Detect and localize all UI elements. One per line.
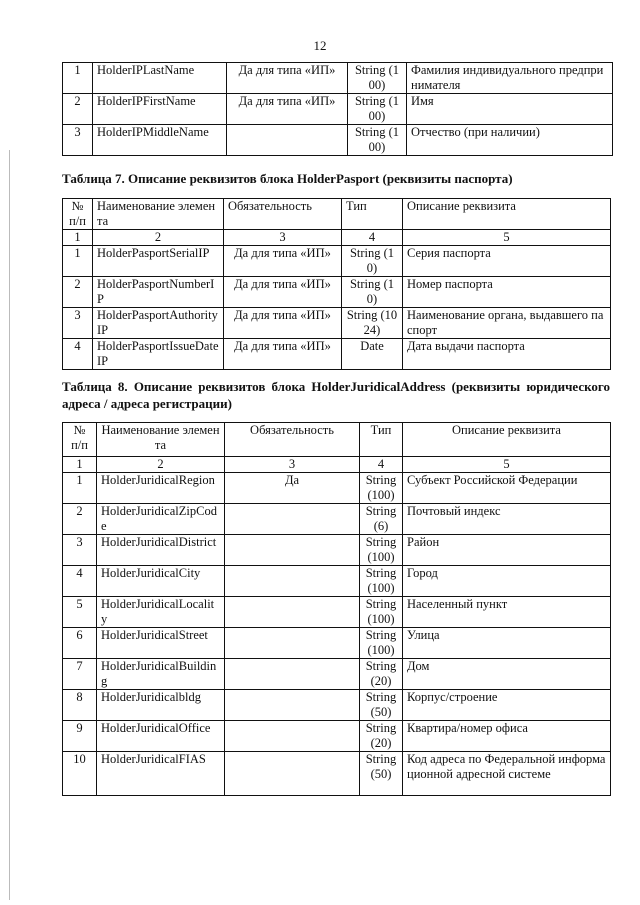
element-type: String (10) — [342, 277, 403, 308]
element-name: HolderJuridicalZipCode — [97, 504, 225, 535]
element-type: String (20) — [360, 721, 403, 752]
description: Квартира/номер офиса — [403, 721, 611, 752]
table7-caption: Таблица 7. Описание реквизитов блока HolderPasport (реквизиты паспорта) — [62, 171, 513, 186]
required-flag — [225, 504, 360, 535]
required-flag: Да для типа «ИП» — [227, 94, 348, 125]
index-cell: 4 — [360, 457, 403, 473]
element-type: String (100) — [360, 566, 403, 597]
element-name: HolderJuridicalFIAS — [97, 752, 225, 796]
header-type: Тип — [360, 423, 403, 457]
header-required: Обязательность — [224, 199, 342, 230]
row-number: 1 — [63, 63, 93, 94]
element-name: HolderJuridicalBuilding — [97, 659, 225, 690]
required-flag — [225, 535, 360, 566]
element-name: HolderPasportNumberIP — [93, 277, 224, 308]
header-description: Описание реквизита — [403, 423, 611, 457]
header-type: Тип — [342, 199, 403, 230]
element-name: HolderJuridicalbldg — [97, 690, 225, 721]
table-header-row — [63, 199, 611, 230]
required-flag: Да для типа «ИП» — [224, 339, 342, 370]
element-name: HolderJuridicalRegion — [97, 473, 225, 504]
required-flag — [225, 566, 360, 597]
description: Серия паспорта — [403, 246, 611, 277]
row-number: 3 — [63, 125, 93, 156]
required-flag: Да — [225, 473, 360, 504]
table-row — [63, 566, 611, 597]
table-row — [63, 597, 611, 628]
element-type: Date — [342, 339, 403, 370]
table-row — [63, 628, 611, 659]
table-row — [63, 721, 611, 752]
index-cell: 1 — [63, 230, 93, 246]
index-cell: 3 — [224, 230, 342, 246]
element-name: HolderIPLastName — [93, 63, 227, 94]
table-holder-ip — [62, 62, 613, 156]
required-flag — [227, 125, 348, 156]
description: Наименование органа, выдавшего паспорт — [403, 308, 611, 339]
table-row — [63, 339, 611, 370]
description: Номер паспорта — [403, 277, 611, 308]
header-number: № п/п — [63, 199, 93, 230]
element-type: String (50) — [360, 752, 403, 796]
description: Почтовый индекс — [403, 504, 611, 535]
element-type: String (100) — [360, 597, 403, 628]
description: Улица — [403, 628, 611, 659]
element-name: HolderPasportAuthorityIP — [93, 308, 224, 339]
element-name: HolderJuridicalCity — [97, 566, 225, 597]
element-type: String (100) — [348, 94, 407, 125]
table-row — [63, 246, 611, 277]
required-flag — [225, 597, 360, 628]
row-number: 1 — [63, 246, 93, 277]
row-number: 3 — [63, 308, 93, 339]
description: Город — [403, 566, 611, 597]
row-number: 1 — [63, 473, 97, 504]
row-number: 5 — [63, 597, 97, 628]
description: Фамилия индивидуального предпринимателя — [407, 63, 613, 94]
description: Код адреса по Федеральной информационной адресной системе — [403, 752, 611, 796]
description: Населенный пункт — [403, 597, 611, 628]
table-row — [63, 752, 611, 796]
row-number: 8 — [63, 690, 97, 721]
index-cell: 1 — [63, 457, 97, 473]
table-row — [63, 125, 613, 156]
required-flag: Да для типа «ИП» — [224, 308, 342, 339]
index-cell: 5 — [403, 457, 611, 473]
table-holder-pasport — [62, 198, 611, 370]
element-type: String (100) — [360, 628, 403, 659]
row-number: 6 — [63, 628, 97, 659]
index-cell: 2 — [93, 230, 224, 246]
index-cell: 5 — [403, 230, 611, 246]
table-index-row — [63, 457, 611, 473]
row-number: 2 — [63, 277, 93, 308]
element-type: String (50) — [360, 690, 403, 721]
element-name: HolderJuridicalDistrict — [97, 535, 225, 566]
required-flag — [225, 752, 360, 796]
required-flag: Да для типа «ИП» — [224, 246, 342, 277]
element-type: String (20) — [360, 659, 403, 690]
element-type: String (6) — [360, 504, 403, 535]
table7-body — [63, 246, 611, 370]
element-name: HolderPasportIssueDateIP — [93, 339, 224, 370]
table-row — [63, 659, 611, 690]
header-description: Описание реквизита — [403, 199, 611, 230]
required-flag — [225, 628, 360, 659]
table-row — [63, 690, 611, 721]
index-cell: 2 — [97, 457, 225, 473]
index-cell: 3 — [225, 457, 360, 473]
header-name: Наименование элемента — [93, 199, 224, 230]
page-number: 12 — [313, 38, 327, 53]
required-flag: Да для типа «ИП» — [224, 277, 342, 308]
description: Корпус/строение — [403, 690, 611, 721]
index-cell: 4 — [342, 230, 403, 246]
element-name: HolderJuridicalStreet — [97, 628, 225, 659]
element-name: HolderJuridicalOffice — [97, 721, 225, 752]
element-type: String (100) — [360, 535, 403, 566]
table-row — [63, 94, 613, 125]
row-number: 4 — [63, 339, 93, 370]
scan-edge-line — [9, 150, 10, 900]
header-required: Обязательность — [225, 423, 360, 457]
table-row — [63, 504, 611, 535]
table-row — [63, 63, 613, 94]
table8-caption: Таблица 8. Описание реквизитов блока HolderJuridicalAddress (реквизиты юридического адреса / адреса регистрации) — [62, 379, 610, 411]
element-name: HolderJuridicalLocality — [97, 597, 225, 628]
element-type: String (100) — [348, 63, 407, 94]
row-number: 9 — [63, 721, 97, 752]
description: Субъект Российской Федерации — [403, 473, 611, 504]
row-number: 2 — [63, 504, 97, 535]
table-row — [63, 535, 611, 566]
row-number: 7 — [63, 659, 97, 690]
table-holder-juridical-address — [62, 422, 611, 796]
header-name: Наименование элемента — [97, 423, 225, 457]
table-row — [63, 308, 611, 339]
element-type: String (10) — [342, 246, 403, 277]
element-type: String (100) — [348, 125, 407, 156]
table6-body — [63, 63, 613, 156]
description: Дом — [403, 659, 611, 690]
element-type: String (100) — [360, 473, 403, 504]
element-name: HolderPasportSerialIP — [93, 246, 224, 277]
description: Район — [403, 535, 611, 566]
element-name: HolderIPMiddleName — [93, 125, 227, 156]
row-number: 2 — [63, 94, 93, 125]
row-number: 4 — [63, 566, 97, 597]
element-type: String (1024) — [342, 308, 403, 339]
element-name: HolderIPFirstName — [93, 94, 227, 125]
table-index-row — [63, 230, 611, 246]
table-header-row — [63, 423, 611, 457]
required-flag — [225, 659, 360, 690]
header-number: № п/п — [63, 423, 97, 457]
required-flag — [225, 690, 360, 721]
description: Имя — [407, 94, 613, 125]
table-row — [63, 277, 611, 308]
required-flag: Да для типа «ИП» — [227, 63, 348, 94]
description: Отчество (при наличии) — [407, 125, 613, 156]
required-flag — [225, 721, 360, 752]
row-number: 10 — [63, 752, 97, 796]
row-number: 3 — [63, 535, 97, 566]
table8-body — [63, 473, 611, 796]
description: Дата выдачи паспорта — [403, 339, 611, 370]
table-row — [63, 473, 611, 504]
